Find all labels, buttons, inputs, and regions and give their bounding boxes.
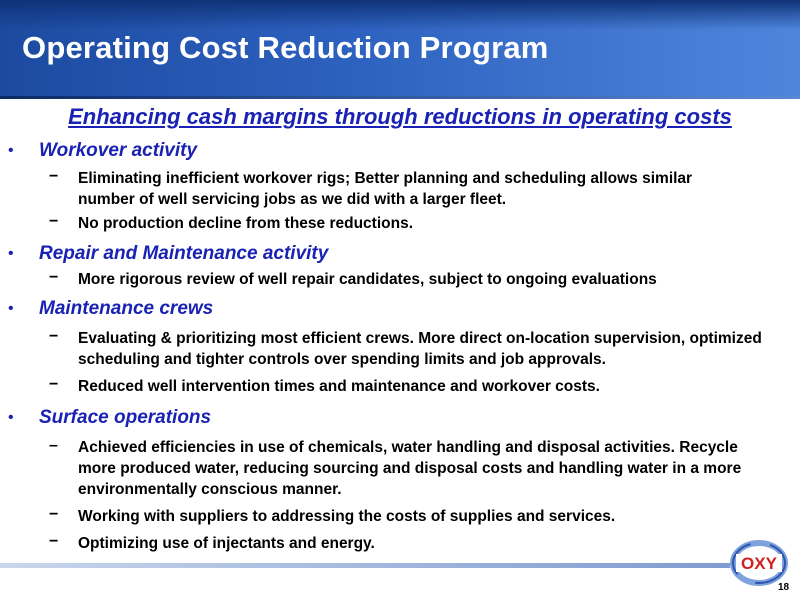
bullet-icon: •	[8, 409, 14, 426]
sub-item	[0, 269, 800, 290]
sub-item-text: No production decline from these reductions.	[78, 215, 414, 232]
sub-item	[0, 376, 800, 397]
slide-subtitle: Enhancing cash margins through reductions in operating costs	[68, 104, 732, 129]
sub-item-text: Achieved efficiencies in use of chemicals, water handling and disposal activities. Recycle more produced water, reducing sourcing and disposal costs and handling water in a more environmentally conscious manner.	[78, 439, 742, 498]
sub-item	[0, 437, 800, 500]
section-heading: Surface operations	[39, 407, 212, 428]
sub-item	[0, 506, 800, 527]
footer-rule	[0, 563, 730, 568]
sub-item	[0, 168, 800, 210]
sub-item-text: Optimizing use of injectants and energy.	[78, 535, 375, 552]
section-heading: Workover activity	[39, 140, 198, 161]
sub-item-text: Eliminating inefficient workover rigs; Better planning and scheduling allows similar number of well servicing jobs as we did with a larger fleet.	[78, 170, 693, 208]
title-banner-underline	[0, 96, 800, 99]
section-maintenance-crews	[0, 296, 800, 397]
section-heading: Repair and Maintenance activity	[39, 243, 329, 264]
dash-icon: −	[49, 328, 59, 345]
section-heading: Maintenance crews	[39, 298, 214, 319]
oxy-logo	[730, 540, 788, 586]
section-workover-activity	[0, 138, 800, 234]
dash-icon: −	[49, 376, 59, 393]
sub-item	[0, 328, 800, 370]
bullet-icon: •	[8, 245, 14, 262]
bullet-icon: •	[8, 300, 14, 317]
logo-text: OXY	[741, 554, 777, 573]
sub-item	[0, 533, 800, 554]
sub-item	[0, 213, 800, 234]
sub-item-text: Reduced well intervention times and maintenance and workover costs.	[78, 378, 600, 395]
dash-icon: −	[49, 213, 59, 230]
bullet-list	[0, 138, 800, 554]
slide-title: Operating Cost Reduction Program	[22, 30, 549, 65]
page-number: 18	[778, 582, 790, 593]
sub-item-text: Evaluating & prioritizing most efficient crews. More direct on-location supervision, optimized scheduling and tighter controls over spending limits and job approvals.	[78, 330, 762, 368]
section-surface-operations	[0, 405, 800, 554]
dash-icon: −	[49, 168, 59, 185]
dash-icon: −	[49, 269, 59, 286]
sub-item-text: More rigorous review of well repair candidates, subject to ongoing evaluations	[78, 271, 657, 288]
dash-icon: −	[49, 506, 59, 523]
dash-icon: −	[49, 533, 59, 550]
bullet-icon: •	[8, 142, 14, 159]
dash-icon: –	[49, 437, 58, 454]
section-repair-maintenance	[0, 241, 800, 290]
sub-item-text: Working with suppliers to addressing the costs of supplies and services.	[78, 508, 616, 525]
